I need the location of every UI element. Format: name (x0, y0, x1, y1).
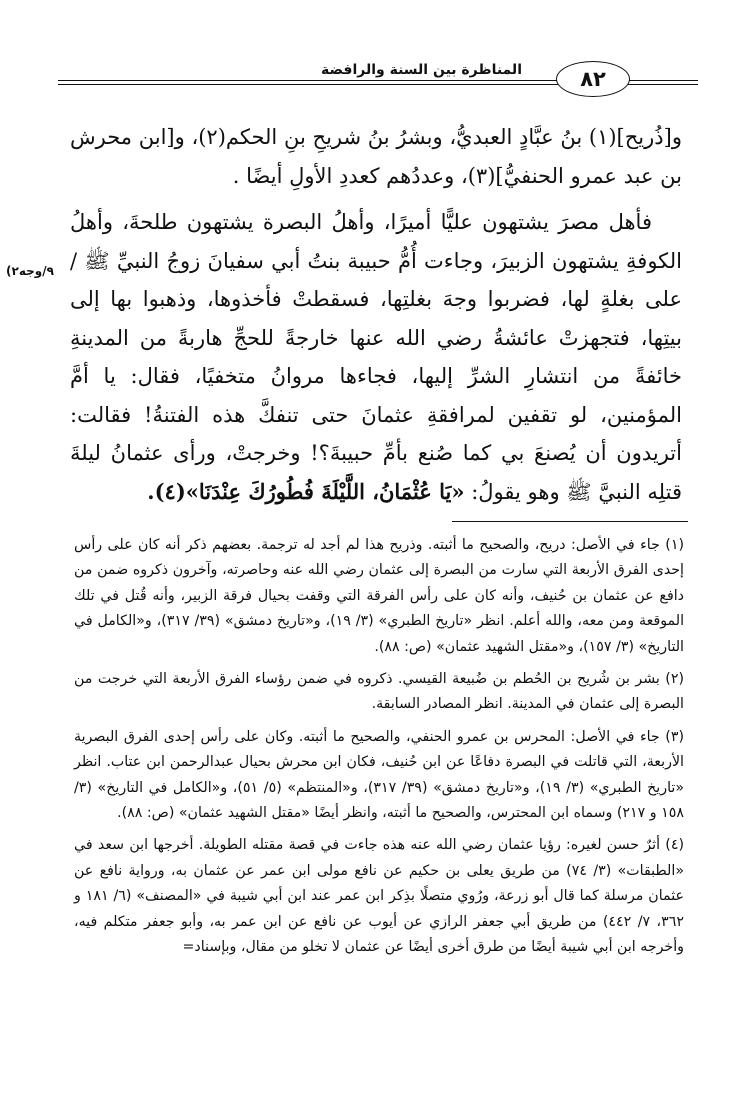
page-number: ٨٢ (556, 61, 630, 97)
main-text (70, 118, 682, 511)
paragraph-2-body: فأهل مصرَ يشتهون عليًّا أميرًا، وأهلُ البصرة يشتهون طلحةَ، وأهلُ الكوفةِ يشتهون الزبيرَ، وجاءت أُمُّ حبيبة بنتُ أبي سفيانَ زوجُ النبيِّ ﷺ / على بغلةٍ لها، فضربوا وجهَ بغلتِها، فسقطتْ فأخذوها، وذهبوا بها إلى بيتِها، فتجهزتْ عائشةُ رضي الله عنها خارجةً للحجِّ هاربةً من المدينةِ خائفةً من انتشارِ الشرِّ إليها، فجاءها مروانُ متخفيًا، فقال: يا أمَّ المؤمنين، لو تقفين لمرافقةِ عثمانَ حتى تنفكَّ هذه الفتنةُ! فقالت: أتريدون أن يُصنعَ بي كما صُنع بأمِّ حبيبةَ؟! وخرجتْ، ورأى عثمانُ ليلةَ قتلِه النبيَّ ﷺ وهو يقولُ: (70, 210, 682, 504)
footnotes (74, 533, 684, 968)
margin-note: ٩/وجه٢) (6, 264, 54, 278)
footnote-separator (452, 521, 688, 522)
paragraph-1: و[ذُريح](١) بنُ عبَّادٍ العبديُّ، وبشرُ بنُ شريحِ بنِ الحكم(٢)، و[ابن محرش بن عبد عمرو الحنفيُّ](٣)، وعددُهم كعددِ الأولِ أيضًا . (70, 125, 682, 188)
footnote-3: (٣) جاء في الأصل: المحرس بن عمرو الحنفي، والصحيح ما أثبته. وكان على رأس إحدى الفرق البصرية الأربعة، التي قاتلت في البصرة دفاعًا عن ابن حُنيف، فكان ابن محرش بحيال عبدالرحمن ابن عتاب. انظر «تاريخ الطبري» (٣/ ١٩)، و«تاريخ دمشق» (٣٩/ ٣١٧)، و«المنتظم» (٥/ ٥١)، و«الكامل في التاريخ» (٣/ ١٥٨ و ٢١٧) وسماه ابن المحترس، والصحيح ما أثبته، وانظر أيضًا «مقتل الشهيد عثمان» (ص: ٨٨). (74, 728, 685, 822)
footnote-2: (٢) بشر بن شُريح بن الحُطم بن ضُبيعة القيسي. ذكروه في ضمن رؤساء الفرق الأربعة التي خرجت من البصرة إلى عثمان في المدينة. انظر المصادر السابقة. (74, 671, 684, 713)
page-header (58, 58, 698, 98)
footnote-4: (٤) أثرٌ حسن لغيره: رؤيا عثمان رضي الله عنه هذه جاءت في قصة مقتله الطويلة. أخرجها ابن سعد في «الطبقات» (٣/ ٧٤) من طريق يعلى بن حكيم عن نافع مولى ابن عمر عن عثمان به، ورواية نافع عن عثمان مرسلة كما قال أبو زرعة، ورُوي متصلًا بذِكر ابن عمر عند ابن أبي شيبة في «المصنف» (٦/ ١٨١ و ٣٦٢، ٧/ ٤٤٢) من طريق أبي جعفر الرازي عن أيوب عن نافع عن ابن عمر به، وأبو جعفر متكلم فيه، وأخرجه ابن أبي شيبة أيضًا من طرق أخرى أيضًا عن عثمان لا تخلو من مقال، وبإسناد= (74, 837, 685, 956)
hadith-quote: «يَا عُثْمَانُ، اللَّيْلَةَ فُطُورُكَ عِنْدَنَا»(٤). (147, 478, 465, 504)
paragraph-2 (70, 203, 682, 511)
footnote-1: (١) جاء في الأصل: دريح، والصحيح ما أثبته. وذريح هذا لم أجد له ترجمة. بعضهم ذكر أنه كان على رأس إحدى الفرق الأربعة التي سارت من البصرة إلى عثمان رضي الله عنه وحاصرته، وآخرون ذكروه ضمن من دافع عن عثمان بن حُنيف، وأنه كان على رأس الفرقة التي وقفت بحيال فرقة الزبير، وأنه قُتل في تلك الموقعة ومن معه، والله أعلم. انظر «تاريخ الطبري» (٣/ ١٩)، و«تاريخ دمشق» (٣٩/ ٣١٧)، و«الكامل في التاريخ» (٣/ ١٥٧)، و«مقتل الشهيد عثمان» (ص: ٨٨). (74, 537, 685, 655)
running-title: المناظرة بين السنة والرافضة (313, 62, 530, 78)
